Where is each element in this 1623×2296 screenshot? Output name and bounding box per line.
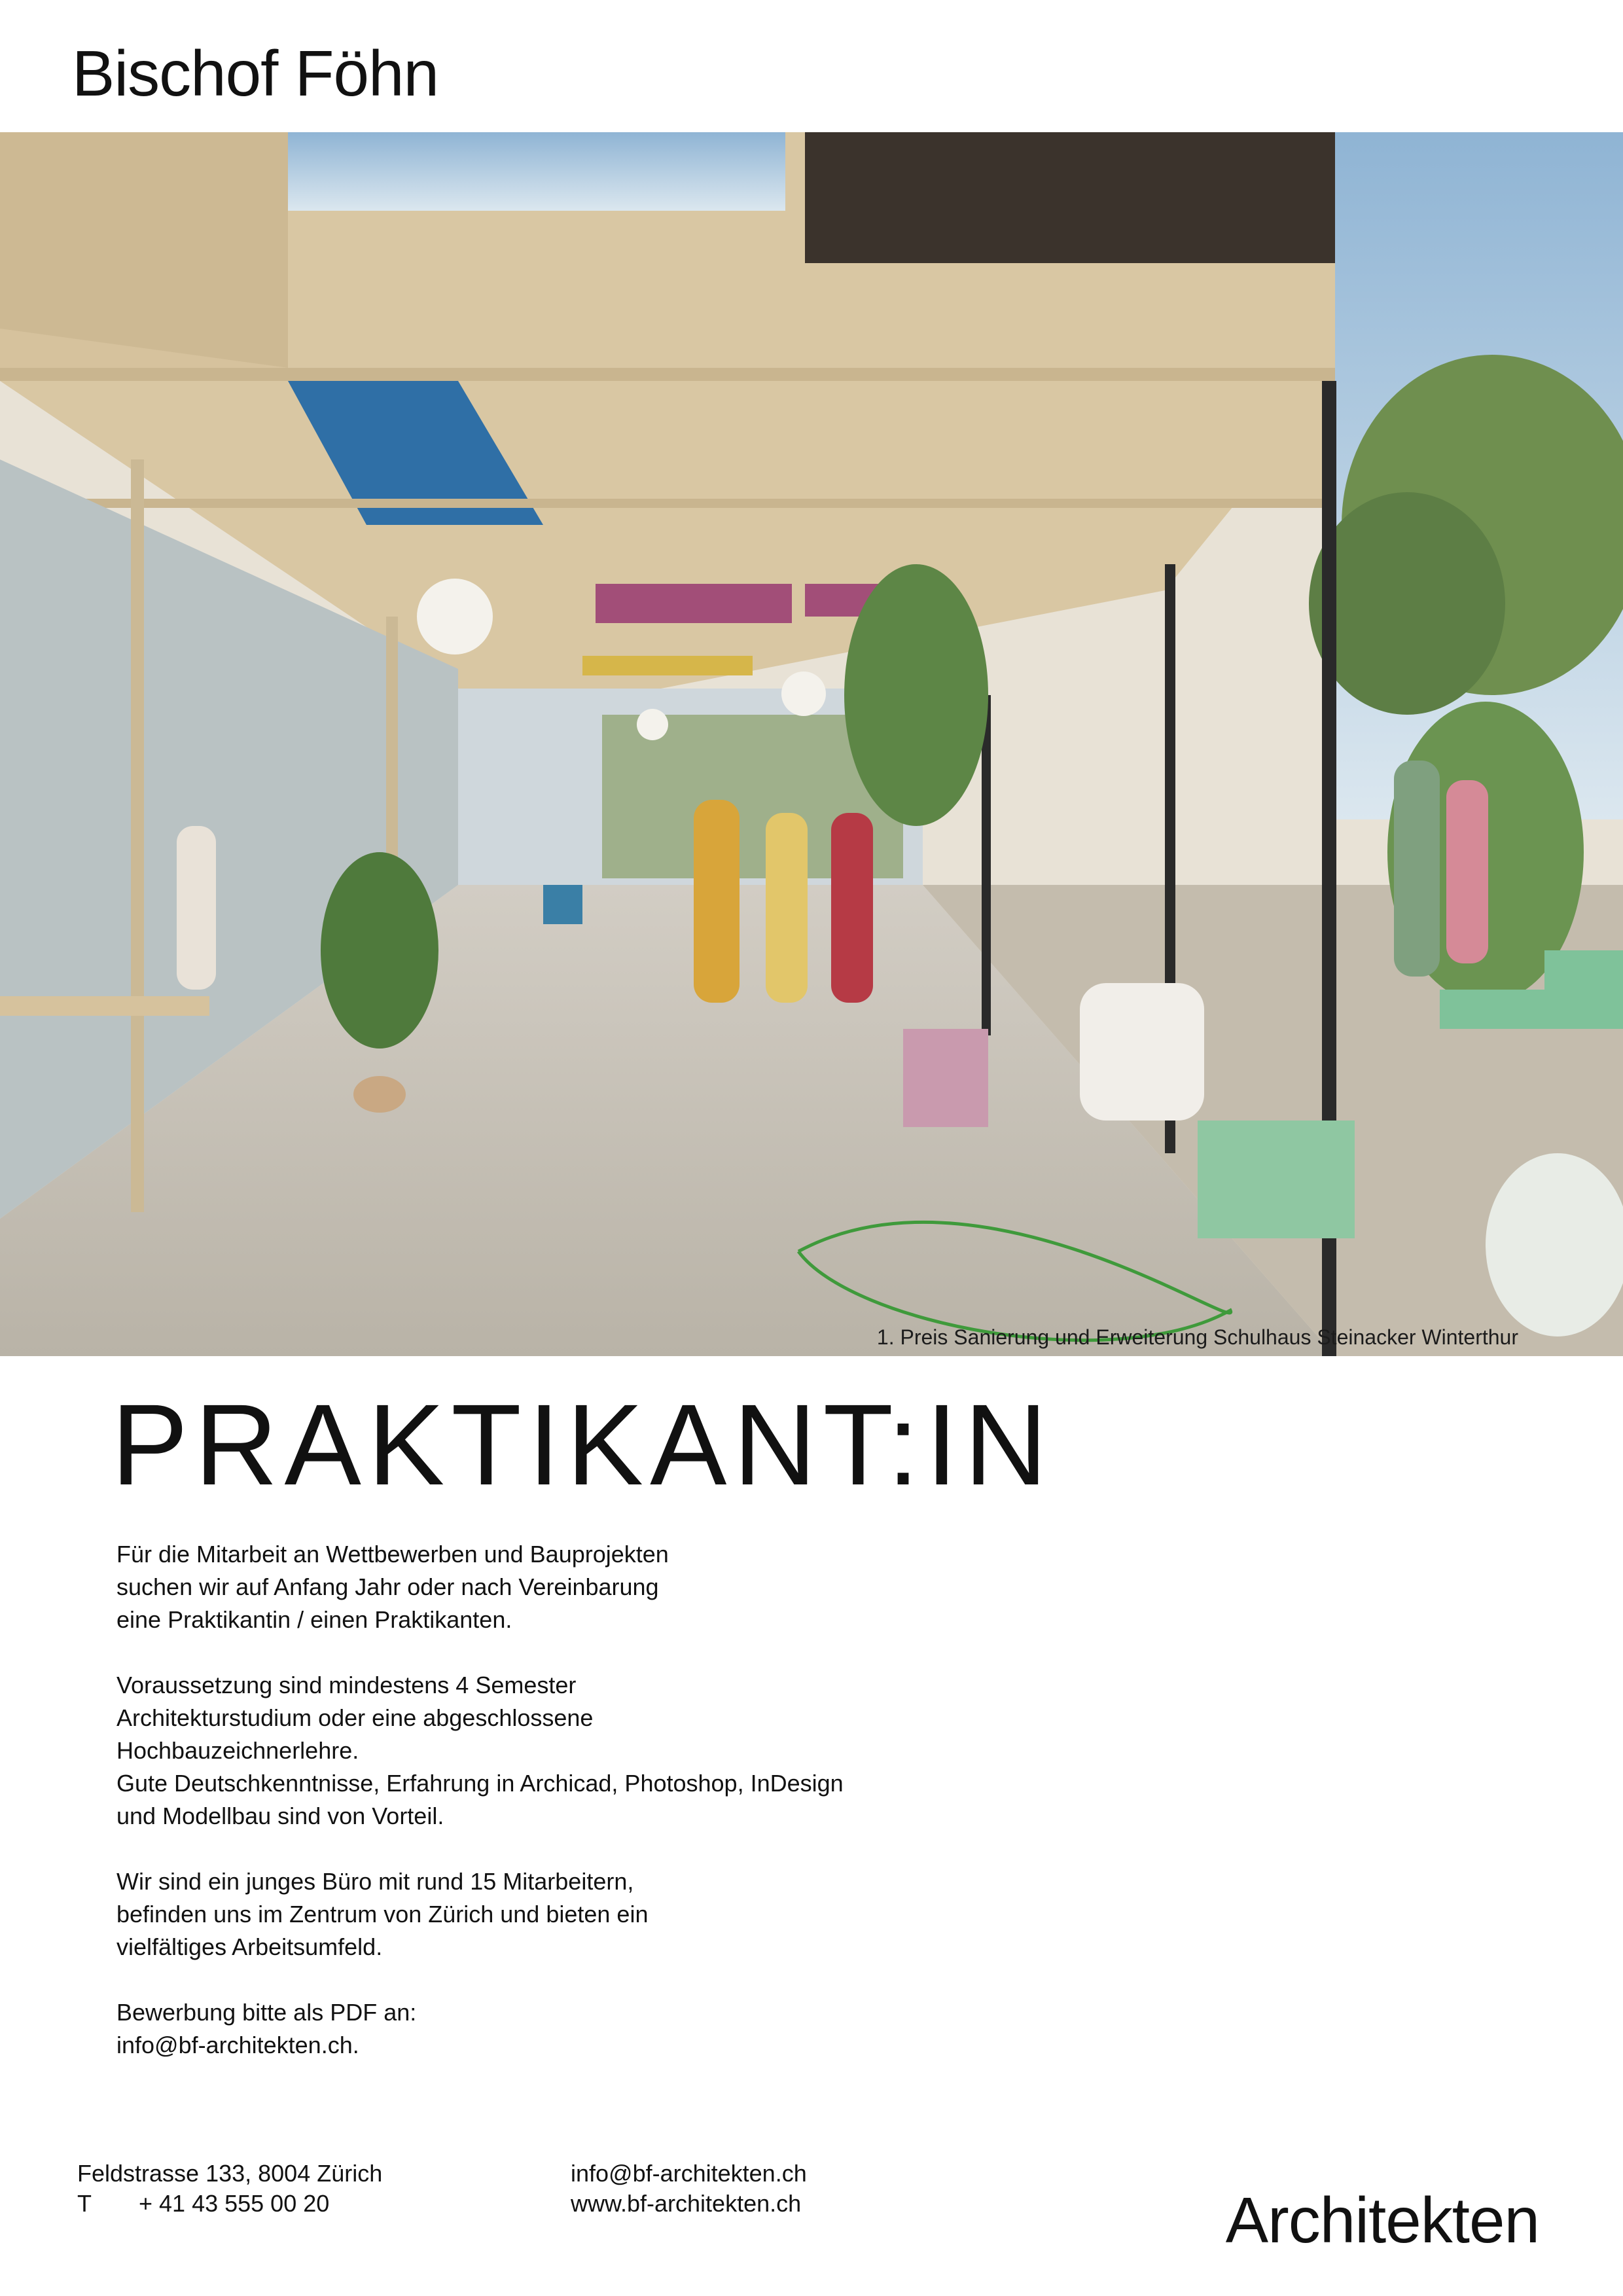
text-line: und Modellbau sind von Vorteil. (116, 1803, 444, 1829)
phone-label: T (77, 2190, 92, 2217)
phone-number[interactable]: + 41 43 555 00 20 (139, 2190, 330, 2217)
text-line: Bewerbung bitte als PDF an: (116, 1999, 417, 2026)
sky-opening (288, 132, 785, 211)
stool (1198, 1121, 1355, 1238)
email-link[interactable]: info@bf-architekten.ch (571, 2160, 807, 2187)
footer-address (77, 2159, 382, 2219)
website-link[interactable]: www.bf-architekten.ch (571, 2190, 802, 2217)
job-description (116, 1538, 967, 2094)
text-line: suchen wir auf Anfang Jahr oder nach Vereinbarung (116, 1573, 659, 1600)
text-line: Hochbauzeichnerlehre. (116, 1737, 359, 1764)
paragraph-application (116, 1996, 967, 2062)
footer-contact (571, 2159, 807, 2219)
text-line: befinden uns im Zentrum von Zürich und bieten ein (116, 1901, 649, 1928)
image-caption: 1. Preis Sanierung und Erweiterung Schulhaus Steinacker Winterthur (876, 1325, 1518, 1349)
brand-name: Bischof Föhn (72, 37, 438, 109)
text-line: vielfältiges Arbeitsumfeld. (116, 1933, 383, 1960)
brand-suffix: Architekten (1225, 2184, 1539, 2256)
text-line: Wir sind ein junges Büro mit rund 15 Mitarbeitern, (116, 1868, 634, 1895)
text-line: eine Praktikantin / einen Praktikanten. (116, 1606, 512, 1633)
paragraph-office (116, 1865, 967, 1964)
pink-beam (596, 584, 792, 623)
stool (903, 1029, 988, 1127)
address: Feldstrasse 133, 8004 Zürich (77, 2160, 383, 2187)
paragraph-intro (116, 1538, 967, 1636)
text-line: Voraussetzung sind mindestens 4 Semester (116, 1672, 577, 1698)
text-line: Für die Mitarbeit an Wettbewerben und Bauprojekten (116, 1541, 669, 1568)
plant (321, 852, 438, 1049)
lamp (417, 579, 493, 655)
text-line: Architekturstudium oder eine abgeschlossene (116, 1704, 594, 1731)
tree (1309, 492, 1505, 715)
job-title: PRAKTIKANT:IN (111, 1381, 1054, 1509)
application-email[interactable]: info@bf-architekten.ch. (116, 2032, 359, 2058)
hero-rendering (0, 132, 1623, 1356)
phone-row (77, 2189, 382, 2219)
person (177, 826, 216, 990)
chair (1440, 990, 1544, 1029)
paragraph-requirements (116, 1669, 967, 1833)
rendering-illustration (0, 132, 1623, 1356)
text-line: Gute Deutschkenntnisse, Erfahrung in Archicad, Photoshop, InDesign (116, 1770, 844, 1797)
